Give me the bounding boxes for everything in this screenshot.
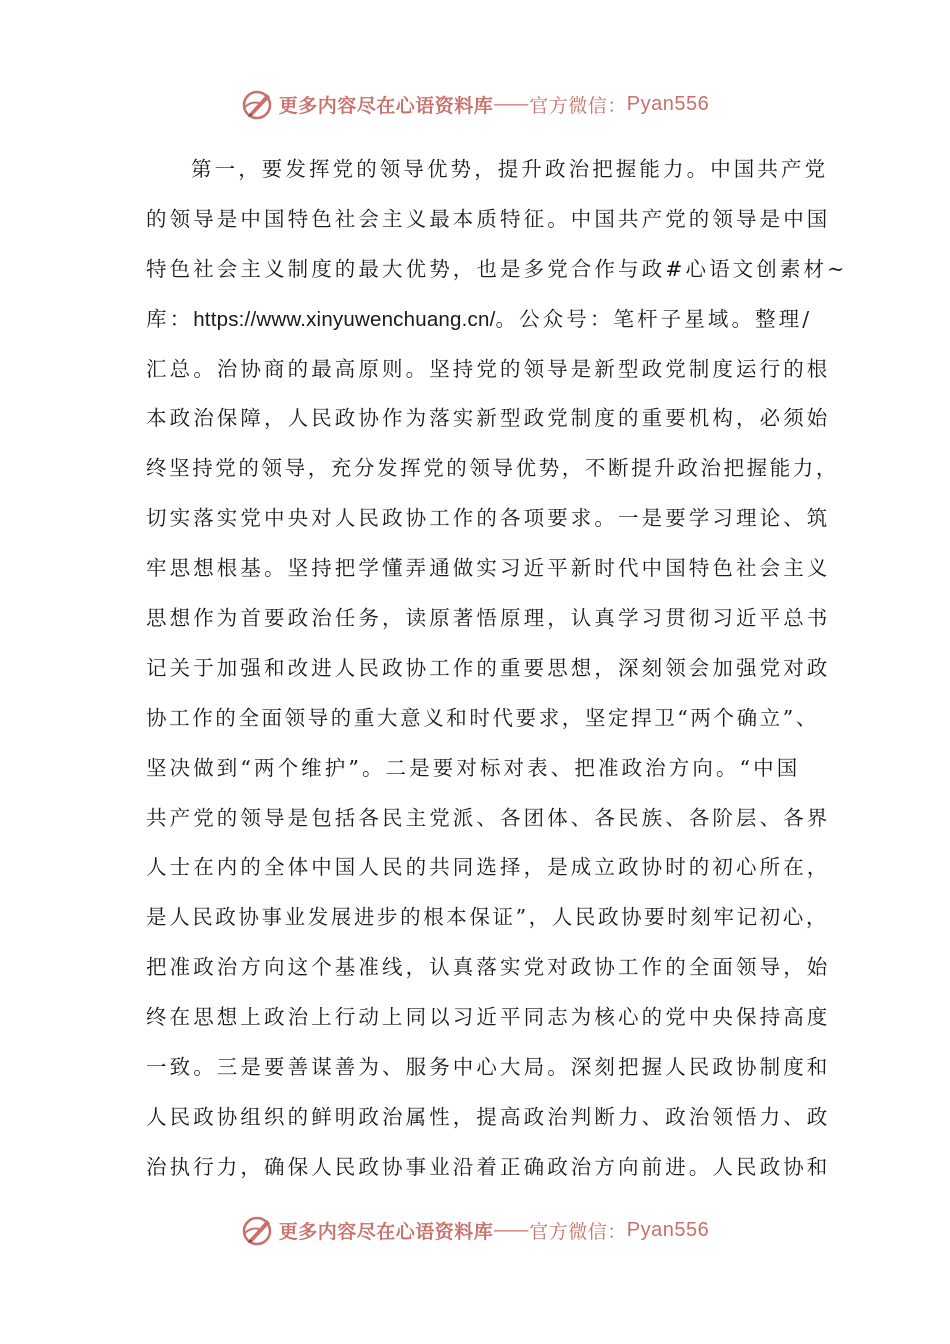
- banner-brand-text: 更多内容尽在心语资料库: [278, 1220, 494, 1243]
- text-line: 共产党的领导是包括各民主党派、各团体、各民族、各阶层、各界: [146, 805, 831, 830]
- banner-wechat-id: Pyan556: [626, 92, 710, 115]
- banner-separator-extend: —: [510, 93, 528, 115]
- text-line: 治执行力，确保人民政协事业沿着正确政治方向前进。人民政协和: [146, 1154, 831, 1179]
- footer-banner: [0, 1210, 950, 1250]
- text-line: 切实落实党中央对人民政协工作的各项要求。一是要学习理论、筑: [146, 506, 831, 531]
- text-fragment: 库：: [146, 306, 194, 331]
- text-line: 坚决做到“两个维护”。二是要对标对表、把准政治方向。“中国: [146, 755, 801, 780]
- banner-separator: —: [493, 1219, 511, 1241]
- text-line: 牢思想根基。坚持把学懂弄通做实习近平新时代中国特色社会主义: [146, 556, 831, 581]
- text-line: 汇总。治协商的最高原则。坚持党的领导是新型政党制度运行的根: [146, 356, 831, 381]
- banner-brand-text: 更多内容尽在心语资料库: [278, 94, 494, 117]
- text-line: 人士在内的全体中国人民的共同选择，是成立政协时的初心所在，: [146, 855, 831, 880]
- banner-wechat-label: 官方微信：: [529, 94, 627, 117]
- document-body: [146, 145, 848, 1193]
- text-fragment: 。公众号：笔杆子星域。整理/: [495, 306, 813, 331]
- banner-wechat-label: 官方微信：: [529, 1220, 627, 1243]
- text-line: 把准政治方向这个基准线，认真落实党对政协工作的全面领导，始: [146, 955, 831, 980]
- text-line: 记关于加强和改进人民政协工作的重要思想，深刻领会加强党对政: [146, 655, 831, 680]
- pen-logo-icon: [241, 87, 275, 121]
- header-banner: [0, 84, 950, 124]
- banner-separator-extend: —: [510, 1219, 528, 1241]
- source-url-link[interactable]: https://www.xinyuwenchuang.cn/: [193, 307, 496, 331]
- banner-separator: —: [493, 93, 511, 115]
- text-line-with-url: [146, 295, 816, 345]
- pen-logo-icon: [241, 1213, 275, 1247]
- text-line: 协工作的全面领导的重大意义和时代要求，坚定捍卫“两个确立”、: [146, 705, 819, 730]
- text-line: 特色社会主义制度的最大优势，也是多党合作与政#心语文创素材~: [146, 256, 848, 281]
- text-line: 第一，要发挥党的领导优势，提升政治把握能力。中国共产党: [191, 157, 829, 181]
- text-line: 一致。三是要善谋善为、服务中心大局。深刻把握人民政协制度和: [146, 1055, 831, 1080]
- text-line: 思想作为首要政治任务，读原著悟原理，认真学习贯彻习近平总书: [146, 606, 831, 631]
- text-line: 人民政协组织的鲜明政治属性，提高政治判断力、政治领悟力、政: [146, 1104, 831, 1129]
- text-line: 终坚持党的领导，充分发挥党的领导优势，不断提升政治把握能力，: [146, 456, 839, 481]
- text-line: 终在思想上政治上行动上同以习近平同志为核心的党中央保持高度: [146, 1005, 831, 1030]
- text-line: 是人民政协事业发展进步的根本保证”，人民政协要时刻牢记初心，: [146, 905, 829, 930]
- banner-wechat-id: Pyan556: [626, 1218, 710, 1241]
- text-line: 的领导是中国特色社会主义最本质特征。中国共产党的领导是中国: [146, 206, 831, 231]
- text-line: 本政治保障，人民政协作为落实新型政党制度的重要机构，必须始: [146, 406, 831, 431]
